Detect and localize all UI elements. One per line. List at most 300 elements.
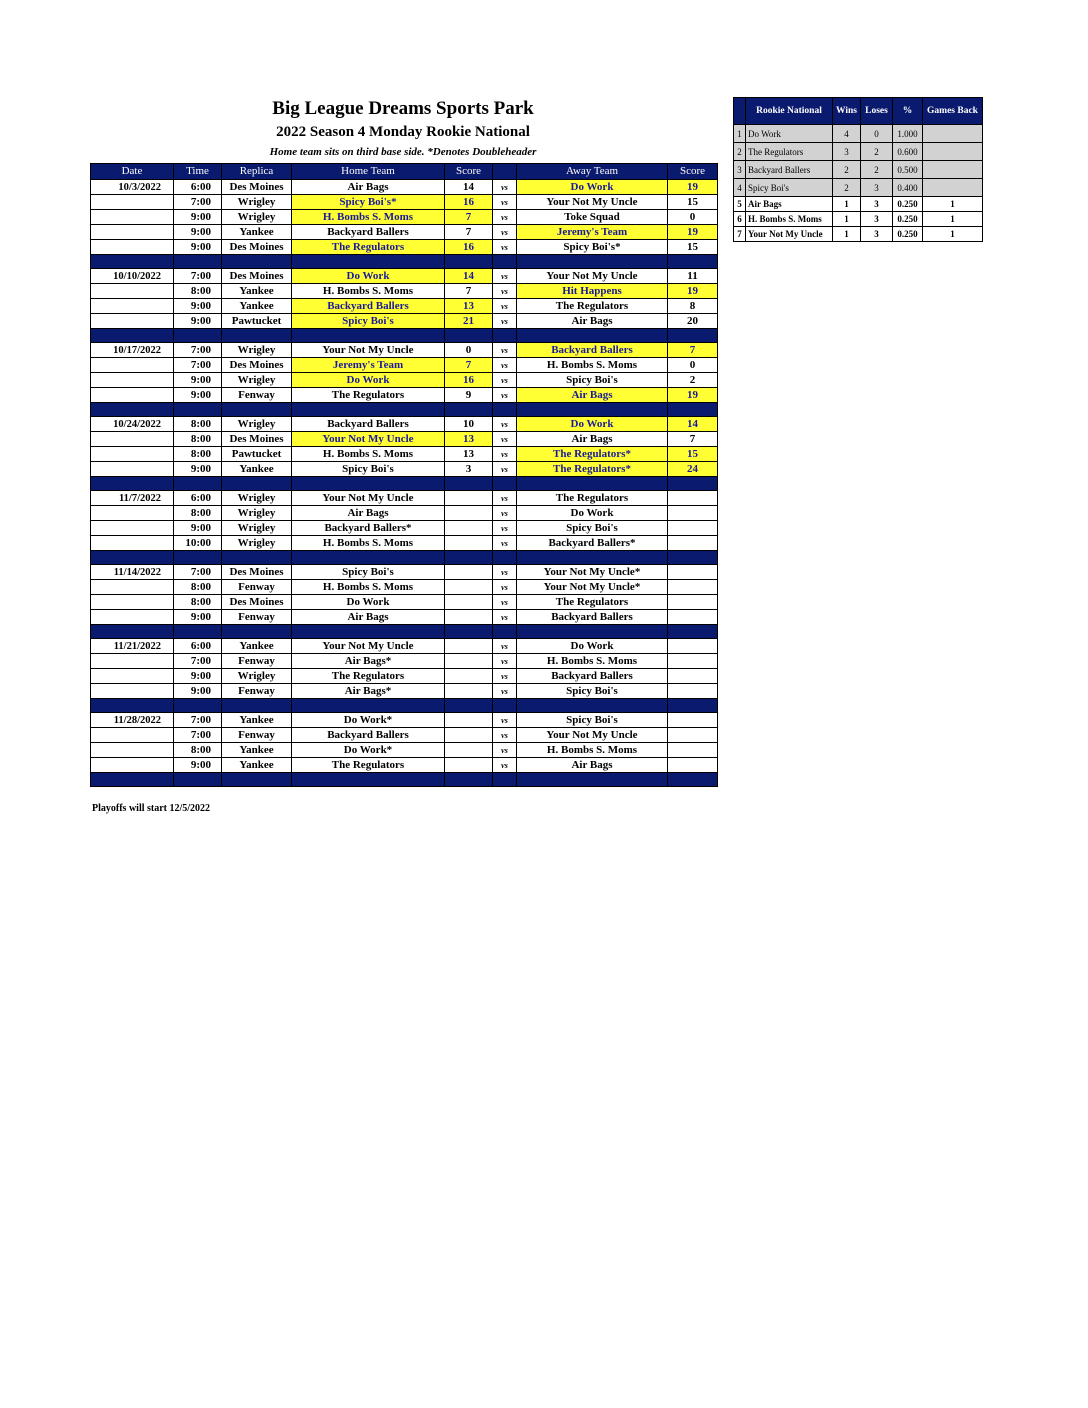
standings-rank: 4 xyxy=(734,179,746,197)
away-score xyxy=(668,758,718,773)
away-score xyxy=(668,654,718,669)
away-team: The Regulators* xyxy=(517,447,668,462)
home-team: Do Work xyxy=(292,373,445,388)
standings-team: H. Bombs S. Moms xyxy=(746,212,833,227)
separator-cell xyxy=(174,403,222,417)
away-team: Do Work xyxy=(517,417,668,432)
separator-cell xyxy=(493,403,517,417)
away-team: Your Not My Uncle xyxy=(517,269,668,284)
separator-cell xyxy=(517,699,668,713)
standings-rank: 2 xyxy=(734,143,746,161)
game-replica: Yankee xyxy=(222,758,292,773)
column-header-home-score: Score xyxy=(445,164,493,180)
separator-cell xyxy=(174,477,222,491)
separator-cell xyxy=(493,255,517,269)
vs-label: vs xyxy=(493,669,517,684)
standings-team: The Regulators xyxy=(746,143,833,161)
home-team: Spicy Boi's xyxy=(292,565,445,580)
home-team: H. Bombs S. Moms xyxy=(292,447,445,462)
table-row xyxy=(91,565,718,580)
home-team: Spicy Boi's* xyxy=(292,195,445,210)
vs-label: vs xyxy=(493,314,517,329)
away-score xyxy=(668,506,718,521)
table-row xyxy=(91,521,718,536)
table-row xyxy=(91,758,718,773)
column-header-replica: Replica xyxy=(222,164,292,180)
game-replica: Wrigley xyxy=(222,417,292,432)
standings-body xyxy=(734,125,983,242)
vs-label: vs xyxy=(493,432,517,447)
away-score: 7 xyxy=(668,343,718,358)
standings-wins: 4 xyxy=(833,125,861,143)
away-score xyxy=(668,521,718,536)
away-score: 15 xyxy=(668,195,718,210)
vs-label: vs xyxy=(493,491,517,506)
separator-cell xyxy=(445,699,493,713)
standings-pct: 0.250 xyxy=(893,227,923,242)
game-date xyxy=(91,654,174,669)
away-score: 0 xyxy=(668,358,718,373)
table-row xyxy=(91,491,718,506)
game-replica: Des Moines xyxy=(222,240,292,255)
away-team: The Regulators* xyxy=(517,462,668,477)
separator-cell xyxy=(91,773,174,787)
away-score xyxy=(668,743,718,758)
game-time: 9:00 xyxy=(174,314,222,329)
vs-label: vs xyxy=(493,358,517,373)
separator-cell xyxy=(174,551,222,565)
vs-label: vs xyxy=(493,521,517,536)
home-team: Your Not My Uncle xyxy=(292,432,445,447)
table-row xyxy=(91,447,718,462)
separator-cell xyxy=(292,403,445,417)
game-time: 7:00 xyxy=(174,728,222,743)
game-date: 11/21/2022 xyxy=(91,639,174,654)
standings-row xyxy=(734,161,983,179)
page-subtitle: 2022 Season 4 Monday Rookie National xyxy=(276,124,530,140)
home-score xyxy=(445,669,493,684)
separator-cell xyxy=(517,255,668,269)
away-team: Your Not My Uncle* xyxy=(517,565,668,580)
standings-wins: 1 xyxy=(833,212,861,227)
standings-header-pct: % xyxy=(893,98,923,125)
away-team: Spicy Boi's* xyxy=(517,240,668,255)
home-score xyxy=(445,713,493,728)
game-time: 8:00 xyxy=(174,432,222,447)
game-replica: Wrigley xyxy=(222,373,292,388)
standings-rank: 6 xyxy=(734,212,746,227)
home-score: 16 xyxy=(445,195,493,210)
column-header-away-team: Away Team xyxy=(517,164,668,180)
vs-label: vs xyxy=(493,728,517,743)
game-replica: Yankee xyxy=(222,462,292,477)
standings-games-back xyxy=(923,143,983,161)
standings-loses: 3 xyxy=(861,212,893,227)
playoffs-footnote: Playoffs will start 12/5/2022 xyxy=(92,803,211,814)
separator-cell xyxy=(91,403,174,417)
away-score xyxy=(668,728,718,743)
home-team: Your Not My Uncle xyxy=(292,491,445,506)
game-replica: Des Moines xyxy=(222,180,292,195)
standings-pct: 0.250 xyxy=(893,212,923,227)
home-team: Your Not My Uncle xyxy=(292,639,445,654)
home-team: The Regulators xyxy=(292,669,445,684)
vs-label: vs xyxy=(493,343,517,358)
standings-header-row xyxy=(734,98,983,125)
game-time: 6:00 xyxy=(174,180,222,195)
standings-loses: 2 xyxy=(861,161,893,179)
separator-cell xyxy=(292,255,445,269)
game-time: 9:00 xyxy=(174,610,222,625)
away-score: 14 xyxy=(668,417,718,432)
standings-wins: 2 xyxy=(833,179,861,197)
separator-cell xyxy=(222,773,292,787)
game-replica: Pawtucket xyxy=(222,314,292,329)
game-date xyxy=(91,610,174,625)
game-time: 8:00 xyxy=(174,595,222,610)
table-row xyxy=(91,713,718,728)
separator-cell xyxy=(445,329,493,343)
game-date xyxy=(91,728,174,743)
game-date xyxy=(91,432,174,447)
game-date xyxy=(91,373,174,388)
away-team: Air Bags xyxy=(517,432,668,447)
home-score xyxy=(445,610,493,625)
vs-label: vs xyxy=(493,373,517,388)
column-header-away-score: Score xyxy=(668,164,718,180)
game-date xyxy=(91,284,174,299)
vs-label: vs xyxy=(493,639,517,654)
home-score: 7 xyxy=(445,358,493,373)
away-score xyxy=(668,565,718,580)
home-team: The Regulators xyxy=(292,758,445,773)
vs-label: vs xyxy=(493,240,517,255)
away-team: H. Bombs S. Moms xyxy=(517,358,668,373)
game-time: 9:00 xyxy=(174,210,222,225)
separator-cell xyxy=(493,625,517,639)
away-team: The Regulators xyxy=(517,491,668,506)
away-score xyxy=(668,580,718,595)
separator-cell xyxy=(517,773,668,787)
standings-games-back: 1 xyxy=(923,197,983,212)
table-row xyxy=(91,314,718,329)
standings-pct: 0.500 xyxy=(893,161,923,179)
standings-loses: 3 xyxy=(861,179,893,197)
game-date xyxy=(91,506,174,521)
away-team: Hit Happens xyxy=(517,284,668,299)
table-row xyxy=(91,462,718,477)
separator-cell xyxy=(445,625,493,639)
away-score xyxy=(668,536,718,551)
column-header-date: Date xyxy=(91,164,174,180)
game-time: 9:00 xyxy=(174,521,222,536)
home-score: 0 xyxy=(445,343,493,358)
table-row xyxy=(91,506,718,521)
table-row xyxy=(91,728,718,743)
home-team: Do Work* xyxy=(292,743,445,758)
game-time: 8:00 xyxy=(174,506,222,521)
vs-label: vs xyxy=(493,654,517,669)
game-date xyxy=(91,447,174,462)
game-time: 8:00 xyxy=(174,743,222,758)
home-score xyxy=(445,684,493,699)
game-date xyxy=(91,743,174,758)
game-date xyxy=(91,240,174,255)
vs-label: vs xyxy=(493,580,517,595)
separator-cell xyxy=(222,477,292,491)
column-header-time: Time xyxy=(174,164,222,180)
standings-rank: 7 xyxy=(734,227,746,242)
game-date xyxy=(91,758,174,773)
column-header-vs xyxy=(493,164,517,180)
separator-cell xyxy=(222,329,292,343)
vs-label: vs xyxy=(493,417,517,432)
away-score xyxy=(668,669,718,684)
separator-cell xyxy=(517,329,668,343)
home-team: Do Work xyxy=(292,595,445,610)
standings-games-back: 1 xyxy=(923,227,983,242)
home-team: The Regulators xyxy=(292,240,445,255)
table-row xyxy=(91,269,718,284)
vs-label: vs xyxy=(493,210,517,225)
table-row xyxy=(91,343,718,358)
vs-label: vs xyxy=(493,269,517,284)
standings-team: Air Bags xyxy=(746,197,833,212)
game-replica: Des Moines xyxy=(222,565,292,580)
standings-table xyxy=(733,97,983,242)
week-separator xyxy=(91,773,718,787)
game-time: 9:00 xyxy=(174,462,222,477)
game-replica: Yankee xyxy=(222,225,292,240)
separator-cell xyxy=(292,699,445,713)
table-row xyxy=(91,610,718,625)
away-team: Jeremy's Team xyxy=(517,225,668,240)
game-replica: Wrigley xyxy=(222,521,292,536)
game-date xyxy=(91,358,174,373)
home-score xyxy=(445,565,493,580)
table-row xyxy=(91,240,718,255)
home-team: Do Work xyxy=(292,269,445,284)
away-score xyxy=(668,610,718,625)
game-replica: Fenway xyxy=(222,728,292,743)
week-separator xyxy=(91,477,718,491)
home-team: Air Bags xyxy=(292,506,445,521)
vs-label: vs xyxy=(493,713,517,728)
home-score xyxy=(445,758,493,773)
home-score: 9 xyxy=(445,388,493,403)
standings-row xyxy=(734,212,983,227)
standings-wins: 1 xyxy=(833,197,861,212)
vs-label: vs xyxy=(493,743,517,758)
away-score: 11 xyxy=(668,269,718,284)
separator-cell xyxy=(493,329,517,343)
away-score xyxy=(668,491,718,506)
game-replica: Des Moines xyxy=(222,432,292,447)
home-score: 14 xyxy=(445,180,493,195)
game-replica: Fenway xyxy=(222,684,292,699)
home-team: Jeremy's Team xyxy=(292,358,445,373)
standings-wins: 2 xyxy=(833,161,861,179)
away-team: Spicy Boi's xyxy=(517,373,668,388)
standings-team: Your Not My Uncle xyxy=(746,227,833,242)
game-date xyxy=(91,210,174,225)
standings-games-back: 1 xyxy=(923,212,983,227)
table-row xyxy=(91,743,718,758)
separator-cell xyxy=(445,255,493,269)
game-replica: Fenway xyxy=(222,610,292,625)
table-row xyxy=(91,388,718,403)
game-date: 11/14/2022 xyxy=(91,565,174,580)
home-score: 10 xyxy=(445,417,493,432)
game-date xyxy=(91,595,174,610)
separator-cell xyxy=(292,773,445,787)
away-score xyxy=(668,684,718,699)
away-team: Do Work xyxy=(517,506,668,521)
standings-row xyxy=(734,125,983,143)
week-separator xyxy=(91,255,718,269)
separator-cell xyxy=(668,477,718,491)
away-team: The Regulators xyxy=(517,299,668,314)
home-team: Backyard Ballers* xyxy=(292,521,445,536)
schedule-table xyxy=(90,163,718,787)
week-separator xyxy=(91,625,718,639)
standings-games-back xyxy=(923,161,983,179)
away-team: Your Not My Uncle xyxy=(517,195,668,210)
separator-cell xyxy=(91,625,174,639)
game-replica: Des Moines xyxy=(222,269,292,284)
home-score xyxy=(445,595,493,610)
vs-label: vs xyxy=(493,758,517,773)
game-replica: Fenway xyxy=(222,580,292,595)
away-score: 8 xyxy=(668,299,718,314)
game-date xyxy=(91,684,174,699)
vs-label: vs xyxy=(493,284,517,299)
away-team: Air Bags xyxy=(517,388,668,403)
away-score: 19 xyxy=(668,284,718,299)
home-score: 14 xyxy=(445,269,493,284)
vs-label: vs xyxy=(493,536,517,551)
home-score xyxy=(445,639,493,654)
page-title: Big League Dreams Sports Park xyxy=(272,98,534,119)
game-time: 9:00 xyxy=(174,388,222,403)
away-score: 19 xyxy=(668,388,718,403)
standings-pct: 1.000 xyxy=(893,125,923,143)
game-time: 9:00 xyxy=(174,669,222,684)
game-replica: Des Moines xyxy=(222,358,292,373)
standings-rank: 1 xyxy=(734,125,746,143)
home-team: Backyard Ballers xyxy=(292,728,445,743)
separator-cell xyxy=(91,477,174,491)
home-score xyxy=(445,654,493,669)
game-time: 9:00 xyxy=(174,684,222,699)
separator-cell xyxy=(222,403,292,417)
home-team: Spicy Boi's xyxy=(292,462,445,477)
separator-cell xyxy=(292,329,445,343)
separator-cell xyxy=(91,329,174,343)
home-team: H. Bombs S. Moms xyxy=(292,536,445,551)
separator-cell xyxy=(493,773,517,787)
table-row xyxy=(91,373,718,388)
separator-cell xyxy=(91,551,174,565)
separator-cell xyxy=(174,625,222,639)
standings-header-wins: Wins xyxy=(833,98,861,125)
game-time: 7:00 xyxy=(174,195,222,210)
separator-cell xyxy=(668,403,718,417)
home-score: 3 xyxy=(445,462,493,477)
separator-cell xyxy=(91,699,174,713)
home-score xyxy=(445,491,493,506)
game-replica: Fenway xyxy=(222,388,292,403)
game-replica: Yankee xyxy=(222,713,292,728)
away-score: 15 xyxy=(668,447,718,462)
standings-team: Spicy Boi's xyxy=(746,179,833,197)
game-time: 7:00 xyxy=(174,343,222,358)
game-date xyxy=(91,669,174,684)
home-team: H. Bombs S. Moms xyxy=(292,580,445,595)
week-separator xyxy=(91,699,718,713)
game-time: 9:00 xyxy=(174,299,222,314)
game-time: 6:00 xyxy=(174,639,222,654)
away-score xyxy=(668,713,718,728)
home-team: Backyard Ballers xyxy=(292,225,445,240)
table-row xyxy=(91,210,718,225)
game-date xyxy=(91,521,174,536)
game-date xyxy=(91,462,174,477)
home-score: 7 xyxy=(445,210,493,225)
away-team: Your Not My Uncle xyxy=(517,728,668,743)
standings-row xyxy=(734,179,983,197)
away-score: 24 xyxy=(668,462,718,477)
game-date xyxy=(91,388,174,403)
game-replica: Fenway xyxy=(222,654,292,669)
home-score xyxy=(445,506,493,521)
standings-loses: 2 xyxy=(861,143,893,161)
game-date: 10/17/2022 xyxy=(91,343,174,358)
vs-label: vs xyxy=(493,462,517,477)
separator-cell xyxy=(174,699,222,713)
game-time: 9:00 xyxy=(174,240,222,255)
table-row xyxy=(91,536,718,551)
vs-label: vs xyxy=(493,299,517,314)
separator-cell xyxy=(517,551,668,565)
separator-cell xyxy=(668,625,718,639)
standings-header-rank xyxy=(734,98,746,125)
game-date xyxy=(91,195,174,210)
standings-row xyxy=(734,227,983,242)
home-score: 13 xyxy=(445,447,493,462)
home-score: 16 xyxy=(445,373,493,388)
away-team: H. Bombs S. Moms xyxy=(517,654,668,669)
standings-loses: 0 xyxy=(861,125,893,143)
separator-cell xyxy=(668,551,718,565)
standings-team: Do Work xyxy=(746,125,833,143)
game-time: 10:00 xyxy=(174,536,222,551)
game-replica: Wrigley xyxy=(222,210,292,225)
game-replica: Wrigley xyxy=(222,491,292,506)
vs-label: vs xyxy=(493,610,517,625)
home-score xyxy=(445,743,493,758)
table-row xyxy=(91,417,718,432)
vs-label: vs xyxy=(493,225,517,240)
separator-cell xyxy=(668,329,718,343)
away-team: Backyard Ballers* xyxy=(517,536,668,551)
game-replica: Yankee xyxy=(222,284,292,299)
separator-cell xyxy=(445,477,493,491)
game-time: 7:00 xyxy=(174,654,222,669)
game-date: 10/24/2022 xyxy=(91,417,174,432)
separator-cell xyxy=(668,773,718,787)
standings-loses: 3 xyxy=(861,227,893,242)
